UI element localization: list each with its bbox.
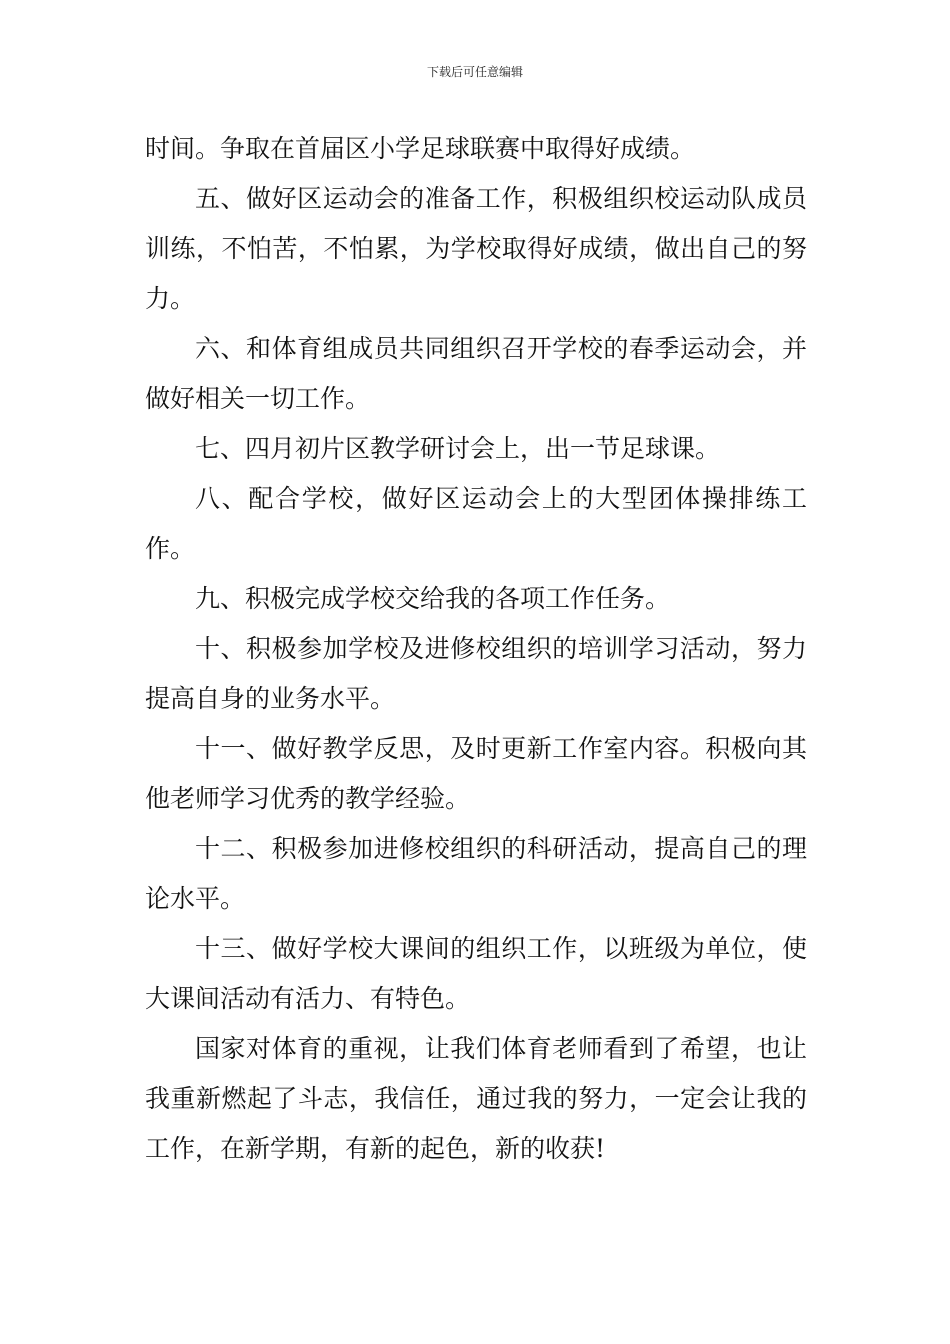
paragraph-item-6: 六、和体育组成员共同组织召开学校的春季运动会，并做好相关一切工作。 — [145, 334, 807, 413]
paragraph-item-12: 十二、积极参加进修校组织的科研活动，提高自己的理论水平。 — [145, 834, 807, 913]
paragraph-item-10: 十、积极参加学校及进修校组织的培训学习活动，努力提高自身的业务水平。 — [145, 634, 807, 713]
page-header: 下载后可任意编辑 — [426, 65, 523, 79]
paragraph-item-9: 九、积极完成学校交给我的各项工作任务。 — [195, 584, 671, 613]
paragraph-conclusion: 国家对体育的重视，让我们体育老师看到了希望，也让我重新燃起了斗志，我信任，通过我的努力，一定会让我的工作，在新学期，有新的起色，新的收获! — [145, 1034, 807, 1163]
paragraph-continuation: 时间。争取在首届区小学足球联赛中取得好成绩。 — [145, 134, 696, 163]
paragraph-item-7: 七、四月初片区教学研讨会上，出一节足球课。 — [195, 434, 721, 463]
paragraph-item-11: 十一、做好教学反思，及时更新工作室内容。积极向其他老师学习优秀的教学经验。 — [145, 734, 807, 813]
paragraph-item-13: 十三、做好学校大课间的组织工作，以班级为单位，使大课间活动有活力、有特色。 — [145, 934, 807, 1013]
paragraph-item-8: 八、配合学校，做好区运动会上的大型团体操排练工作。 — [145, 484, 807, 563]
paragraph-item-5: 五、做好区运动会的准备工作，积极组织校运动队成员训练，不怕苦，不怕累，为学校取得好成绩，做出自己的努力。 — [145, 184, 807, 313]
document-body — [145, 124, 807, 1174]
